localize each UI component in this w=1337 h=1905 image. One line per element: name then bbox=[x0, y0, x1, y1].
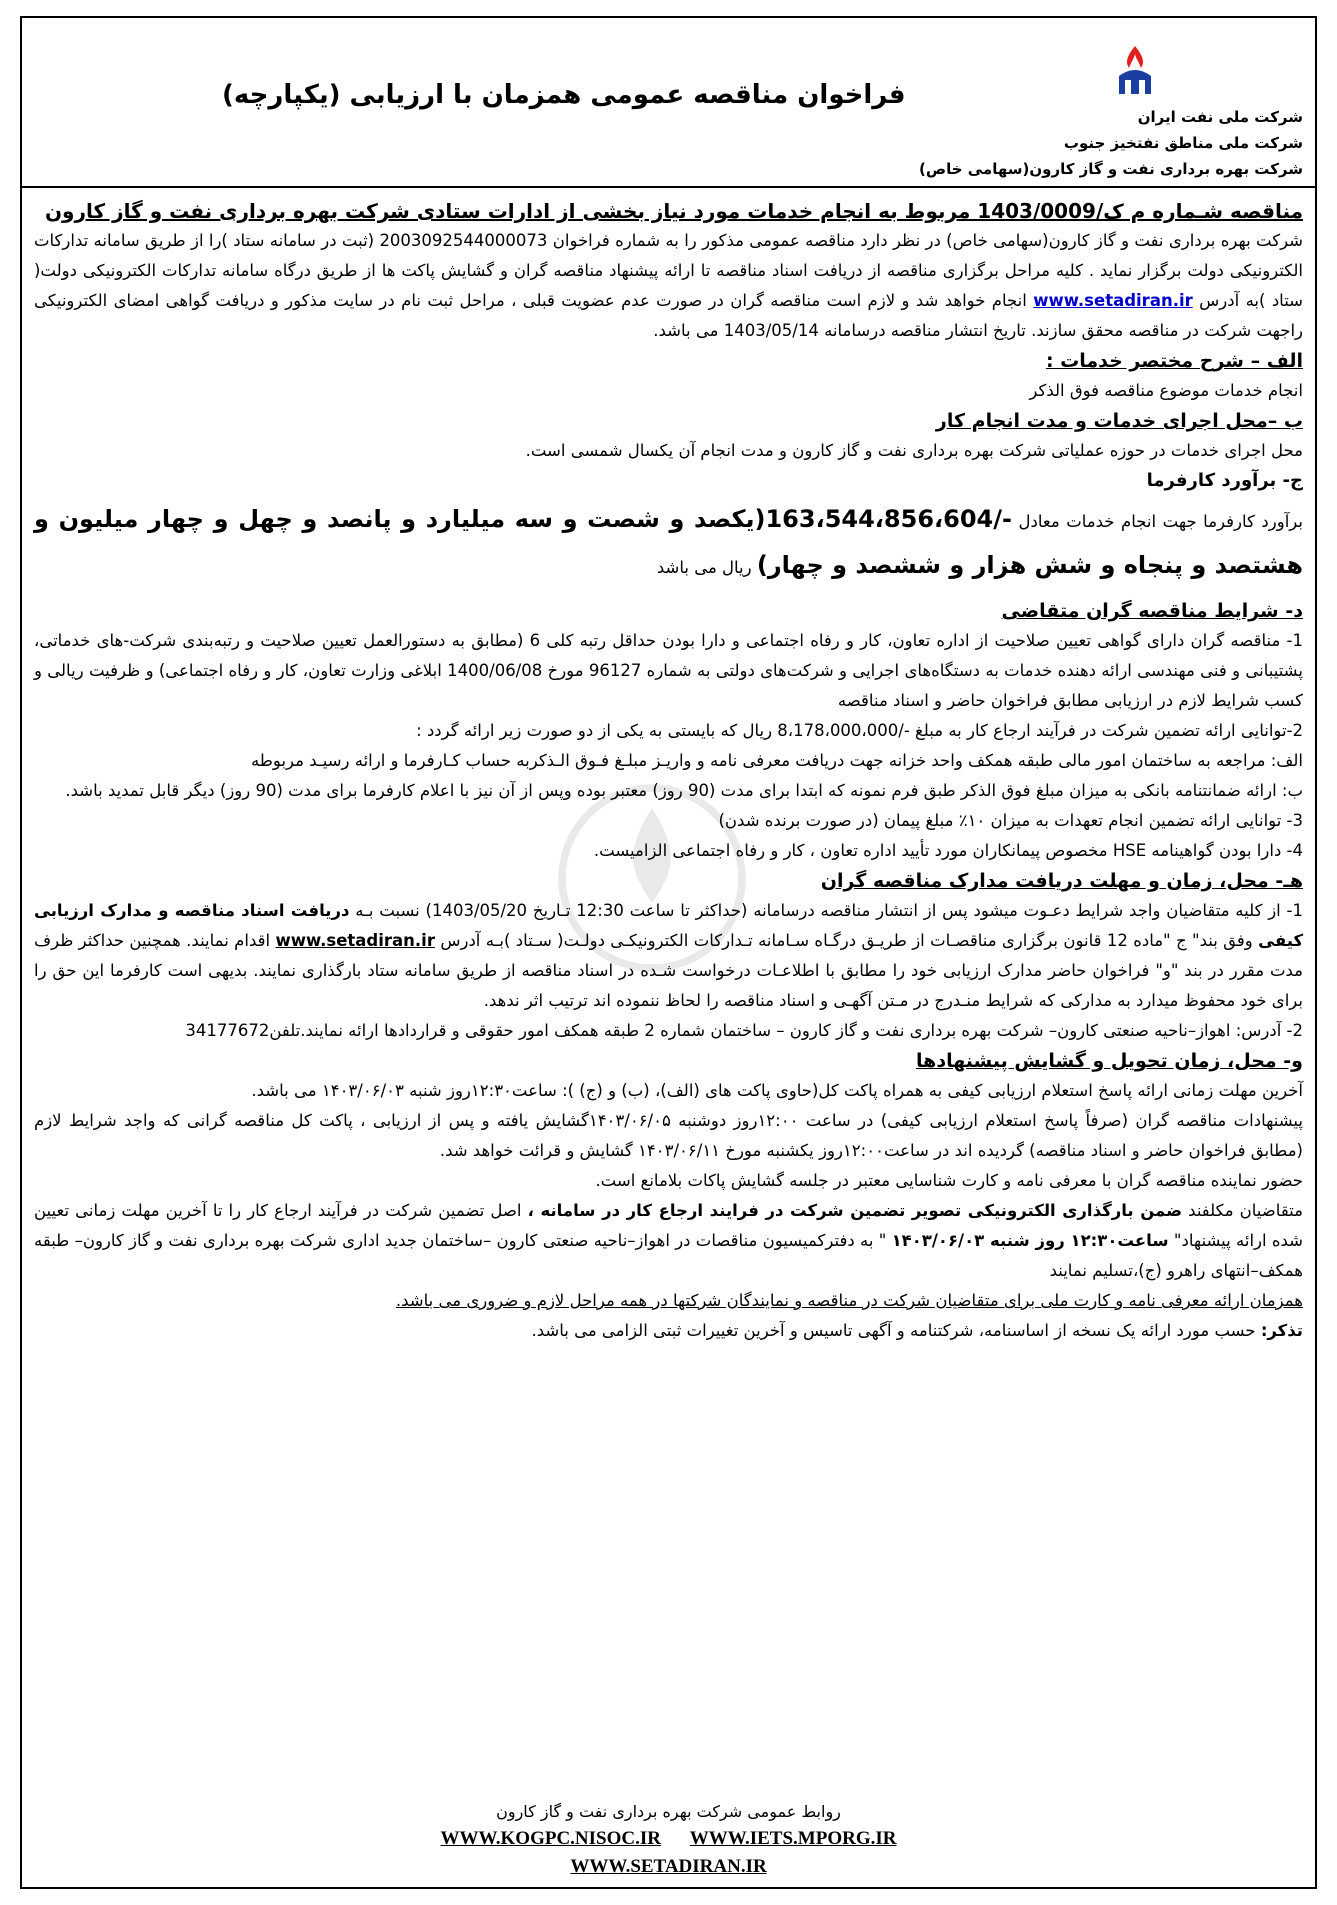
intro-paragraph bbox=[34, 226, 1303, 346]
submission-deadline: آخرین مهلت زمانی ارائه پاسخ استعلام ارزیابی کیفی به همراه پاکت کل(حاوی پاکت های (الف)، (ب) و (ج) ): ساعت۱۲:۳۰روز شنبه ۱۴۰۳/۰۶/۰۳ می باشد. bbox=[251, 1081, 1303, 1100]
public-relations-signature: روابط عمومی شرکت بهره برداری نفت و گاز کارون bbox=[496, 1802, 841, 1821]
estimate-prefix: برآورد کارفرما جهت انجام خدمات معادل bbox=[1018, 512, 1303, 531]
section-c-title: ج- برآورد کارفرما bbox=[1146, 470, 1303, 491]
estimate-suffix: ریال می باشد bbox=[656, 558, 752, 577]
org-line-3: شرکت بهره برداری نفت و گاز کارون(سهامی خاص) bbox=[919, 160, 1303, 178]
receipt-text-c: اقدام نمایند. همچنین حداکثر ظرف مدت مقرر در بند "و" فراخوان حاضر مدارک ارزیابی خود را مطابق با اطلاعـات درخواست شـده در اسناد مناقصه از طریق سامانه ستاد بارگذاری نمایند. بدیهی است کارفرما این حق را برای خود محفوظ میدارد به مدارکی که شرایط منـدرج در مـتن آگهـی و اسناد مناقصه را لحاظ ننموده اند ترتیب اثر ندهد. bbox=[34, 931, 1303, 1010]
guarantee-deadline: ساعت۱۲:۳۰ روز شنبه ۱۴۰۳/۰۶/۰۳ bbox=[891, 1231, 1169, 1250]
kogpc-link[interactable]: WWW.KOGPC.NISOC.IR bbox=[440, 1828, 661, 1849]
org-line-2: شرکت ملی مناطق نفتخیز جنوب bbox=[1063, 134, 1303, 152]
notice-body bbox=[34, 196, 1303, 1346]
condition-2a: الف: مراجعه به ساختمان امور مالی طبقه همکف واحد خزانه جهت دریافت معرفی نامه و واریـز مبلـغ فـوق الـذکربه حساب کـارفرما و ارائه رسیـد مربوطه bbox=[250, 751, 1303, 770]
guarantee-text-bold: ضمن بارگذاری الکترونیکی تصویر تضمین شرکت در فرایند ارجاع کار در سامانه ، bbox=[527, 1201, 1183, 1220]
guarantee-text-a: متقاضیان مکلفند bbox=[1188, 1201, 1303, 1220]
iets-link[interactable]: WWW.IETS.MPORG.IR bbox=[689, 1828, 897, 1849]
tender-notice-page bbox=[20, 16, 1317, 1889]
receipt-item-1 bbox=[34, 896, 1303, 1016]
receipt-text-b: وفق بند" ج "ماده 12 قانون برگزاری مناقصـات از طریـق درگـاه سـامانه تـدارکات الکترونیکـی دولـت( سـتاد )بـه آدرس bbox=[440, 931, 1253, 950]
reminder bbox=[34, 1316, 1303, 1346]
guarantee-text-c: " به دفترکمیسیون مناقصات در اهواز–ناحیه صنعتی کارون –ساختمان جدید اداری شرکت بهره برداری نفت و گاز کارون– طبقه همکف–انتهای راهرو (ج)،تسلیم نمایند bbox=[34, 1231, 1303, 1280]
condition-2b: ب: ارائه ضمانتنامه بانکی به میزان مبلغ فوق الذکر طبق فرم نمونه که ابتدا برای مدت (90 روز) معتبر بوده وپس از آن نیز با اعلام کارفرما برای مدت (90 روز) دیگر قابل تمدید باشد. bbox=[65, 781, 1303, 800]
notice-footer bbox=[22, 1799, 1315, 1881]
intro-text-2: انجام خواهد شد و لازم است مناقصه گران در صورت عدم عضویت قبلی ، مراحل ثبت نام در سایت مذکور و دریافت گواهی امضای الکترونیکی راجهت شرکت در مناقصه محقق سازند. تاریخ انتشار مناقصه درسامانه 1403/05/14 می باشد. bbox=[34, 291, 1303, 340]
receipt-text-bold: دریافت اسناد مناقصه و مدارک ارزیابی کیفی bbox=[34, 901, 1304, 950]
receipt-text-a: 1- از کلیه متقاضیان واجد شرایط دعـوت میشود پس از انتشار مناقصه درسامانه (حداکثر تا ساعت 12:30 تـاریخ 1403/05/20) نسبت بـه bbox=[355, 901, 1303, 920]
guarantee-submission bbox=[34, 1196, 1303, 1286]
condition-4: 4- دارا بودن گواهینامه HSE مخصوص پیمانکاران مورد تأیید اداره تعاون ، کار و رفاه اجتماعی الزامیست. bbox=[593, 841, 1303, 860]
condition-2: 2-توانایی ارائه تضمین شرکت در فرآیند ارجاع کار به مبلغ -/8،178،000،000 ریال که بایستی به یکی از دو صورت زیر ارائه گردد : bbox=[416, 721, 1303, 740]
section-a-text: انجام خدمات موضوع مناقصه فوق الذکر bbox=[1029, 381, 1303, 400]
section-a-title: الف – شرح مختصر خدمات : bbox=[1045, 350, 1303, 372]
reminder-label: تذکر: bbox=[1260, 1321, 1303, 1340]
tender-headline: مناقصه شـماره م ک/1403/0009 مربوط به انجام خدمات مورد نیاز بخشی از ادارات ستادی شرکت بهره برداری نفت و گاز کارون bbox=[44, 199, 1303, 223]
estimate-amount: -/163،544،856،604(یکصد و شصت و سه میلیارد و پانصد و چهل و چهار میلیون و هشتصد و پنجاه و شش هزار و ششصد و چهار) bbox=[34, 505, 1303, 579]
intro-text-1: شرکت بهره برداری نفت و گاز کارون(سهامی خاص) در نظر دارد مناقصه عمومی مذکور را به شماره فراخوان 2003092544000073 (ثبت در سامانه ستاد )را از طریق سامانه تدارکات الکترونیکی دولت برگزار نماید . کلیه مراحل برگزاری مناقصه از دریافت اسناد مناقصه تا ارائه پیشنهاد مناقصه گران و گشایش پاکت ها از طریق درگاه سامانه تدارکات الکترونیکی دولت( ستاد )به آدرس bbox=[34, 231, 1304, 310]
section-b-text: محل اجرای خدمات در حوزه عملیاتی شرکت بهره برداری نفت و گاز کارون و مدت انجام آن یکسال شمسی است. bbox=[525, 441, 1303, 460]
section-c-estimate bbox=[34, 496, 1303, 588]
notice-header bbox=[22, 18, 1315, 188]
condition-1: 1- مناقصه گران دارای گواهی تعیین صلاحیت از اداره تعاون، کار و رفاه اجتماعی و دارا بودن حداقل رتبه کلی 6 (مطابق به دستورالعمل تعیین صلاحیت و رتبه‌بندی شرکت-های خدماتی، پشتیبانی و فنی مهندسی ارائه دهنده خدمات به دستگاه‌های اجرایی و شرکت‌های دولتی به شماره 96127 مورخ 1400/06/08 ابلاغی وزارت تعاون، کار و رفاه اجتماعی) و ظرفیت ریالی و کسب شرایط لازم در ارزیابی مطابق فراخوان حاضر و اسناد مناقصه bbox=[34, 631, 1303, 710]
setadiran-footer-link[interactable]: WWW.SETADIRAN.IR bbox=[570, 1856, 767, 1877]
section-b-title: ب –محل اجرای خدمات و مدت انجام کار bbox=[935, 410, 1303, 432]
id-requirement: همزمان ارائه معرفی نامه و کارت ملی برای متقاضیان شرکت در مناقصه و نمایندگان شرکتها در همه مراحل لازم و ضروری می باشد. bbox=[395, 1291, 1303, 1310]
setadiran-link[interactable]: www.setadiran.ir bbox=[1033, 291, 1193, 310]
receipt-item-2: 2- آدرس: اهواز–ناحیه صنعتی کارون– شرکت بهره برداری نفت و گاز کارون – ساختمان شماره 2 طبقه همکف امور حقوقی و قراردادها ارائه نمایند.تلفن34177672 bbox=[185, 1021, 1303, 1040]
organization-names bbox=[919, 104, 1303, 182]
reminder-text: حسب مورد ارائه یک نسخه از اساسنامه، شرکتنامه و آگهی تاسیس و آخرین تغییرات ثبتی الزامی می باشد. bbox=[531, 1321, 1256, 1340]
opening-schedule: پیشنهادات مناقصه گران (صرفاً پاسخ استعلام ارزیابی کیفی) در ساعت ۱۲:۰۰روز دوشنبه ۱۴۰۳/۰۶/۰۵گشایش یافته و پس از ارزیابی ، پاکت کل مناقصه گرانی که واجد شرایط لازم (مطابق فراخوان حاضر و اسناد مناقصه) گردیده اند در ساعت۱۲:۰۰روز یکشنبه مورخ ۱۴۰۳/۰۶/۱۱ گشایش و قرائت خواهد شد. bbox=[34, 1111, 1303, 1160]
nioc-logo-icon bbox=[1105, 42, 1165, 102]
condition-3: 3- توانایی ارائه تضمین انجام تعهدات به میزان ۱۰٪ مبلغ پیمان (در صورت برنده شدن) bbox=[718, 811, 1303, 830]
attendance-note: حضور نماینده مناقصه گران با معرفی نامه و کارت شناسایی معتبر در جلسه گشایش پاکات بلامانع است. bbox=[595, 1171, 1303, 1190]
setadiran-link-2[interactable]: www.setadiran.ir bbox=[275, 931, 435, 950]
notice-title: فراخوان مناقصه عمومی همزمان با ارزیابی (یکپارچه) bbox=[222, 80, 906, 110]
org-line-1: شرکت ملی نفت ایران bbox=[1137, 108, 1303, 126]
section-f-title: و- محل، زمان تحویل و گشایش پیشنهادها bbox=[916, 1050, 1303, 1072]
footer-links bbox=[22, 1825, 1315, 1853]
section-e-title: هـ- محل، زمان و مهلت دریافت مدارک مناقصه گران bbox=[820, 870, 1303, 892]
footer-links-2 bbox=[22, 1853, 1315, 1881]
section-d-title: د- شرایط مناقصه گران متقاضی bbox=[1001, 600, 1303, 622]
guarantee-text-b: اصل تضمین شرکت در فرآیند ارجاع کار را تا آخرین مهلت زمانی تعیین شده ارائه پیشنهاد" bbox=[34, 1201, 1303, 1250]
